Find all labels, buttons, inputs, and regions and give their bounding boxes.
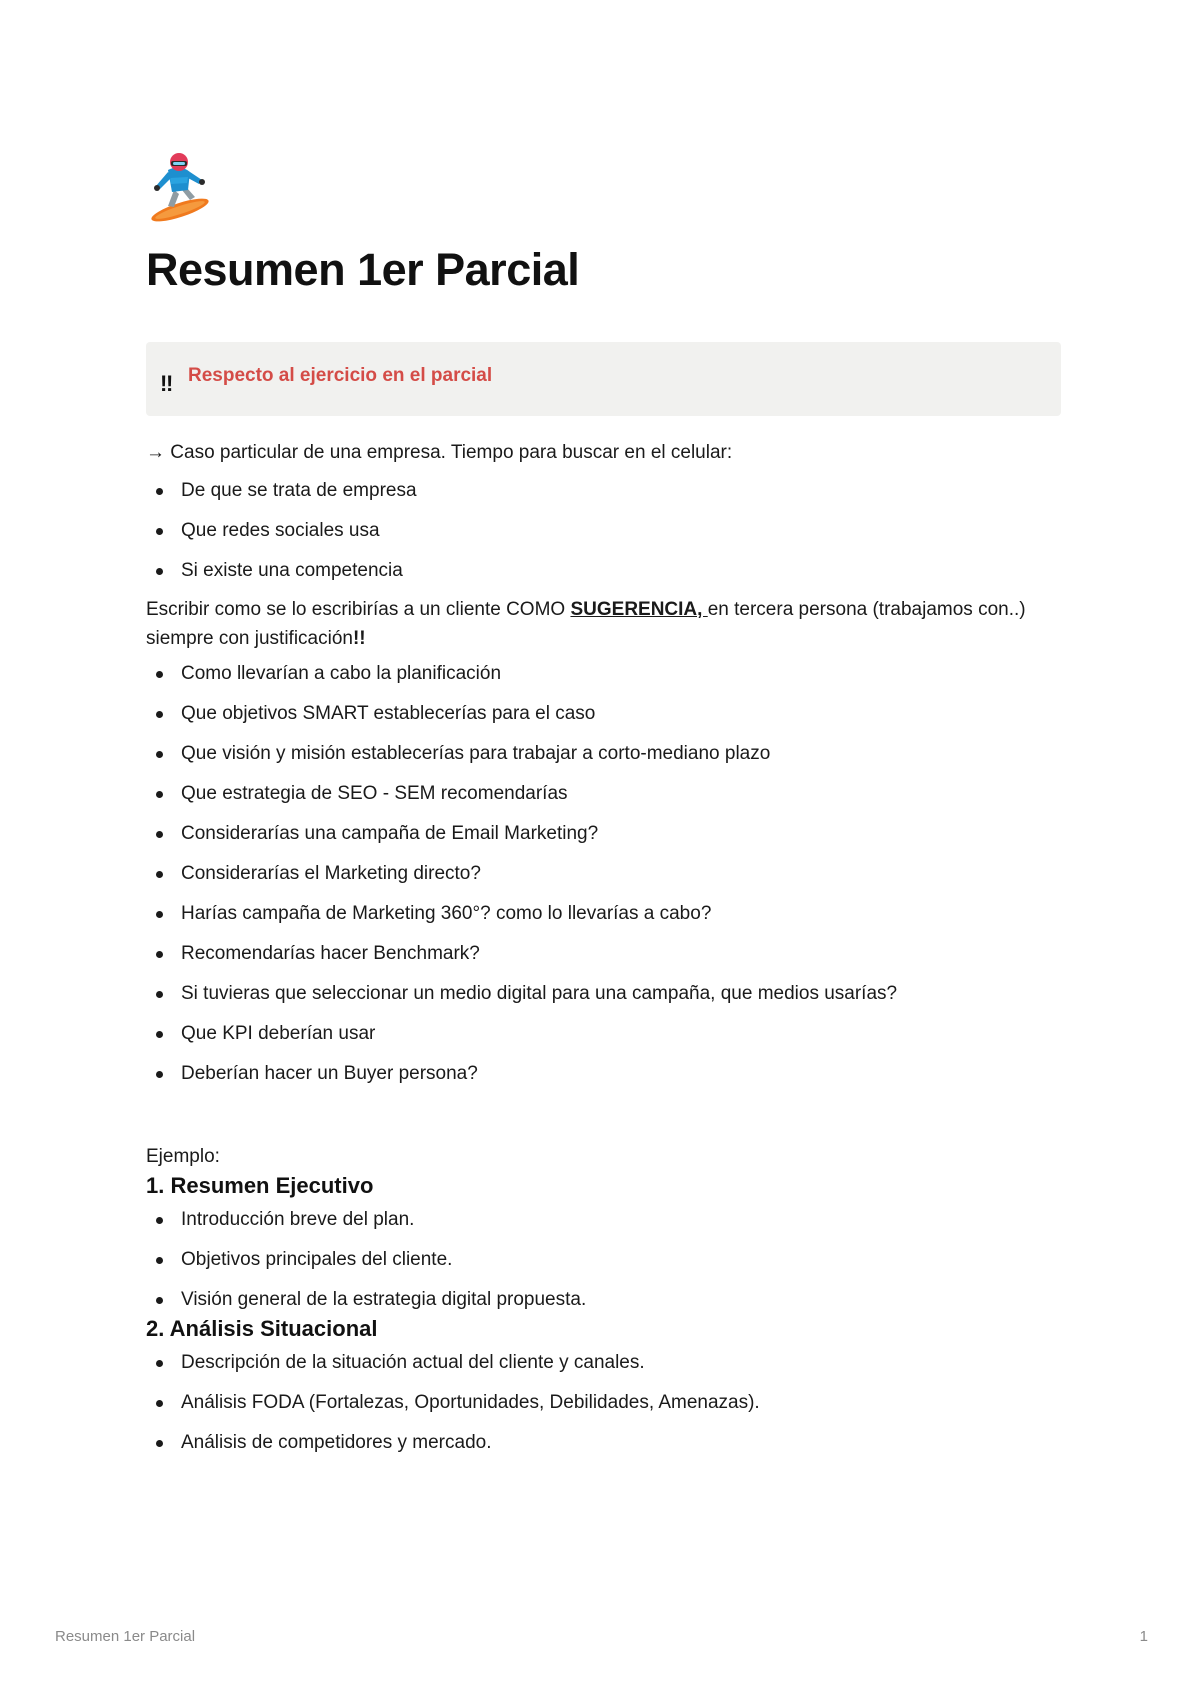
list-item: Que redes sociales usa — [146, 516, 1061, 545]
snowboarder-icon — [146, 150, 216, 228]
list-item: Harías campaña de Marketing 360°? como lo llevarías a cabo? — [146, 899, 1061, 928]
list-item: Que objetivos SMART establecerías para el caso — [146, 699, 1061, 728]
list-item: Análisis de competidores y mercado. — [146, 1428, 1061, 1457]
list-item: Que visión y misión establecerías para trabajar a corto-mediano plazo — [146, 739, 1061, 768]
callout-text: Respecto al ejercicio en el parcial — [188, 365, 493, 386]
list-item: Visión general de la estrategia digital propuesta. — [146, 1285, 1061, 1314]
section-heading-analisis-situacional: 2. Análisis Situacional — [146, 1316, 378, 1341]
list-item: Como llevarían a cabo la planificación — [146, 659, 1061, 688]
page-number: 1 — [1139, 1628, 1148, 1645]
list-item: Que estrategia de SEO - SEM recomendarías — [146, 779, 1061, 808]
list-item: Si tuvieras que seleccionar un medio digital para una campaña, que medios usarías? — [146, 979, 1061, 1008]
research-list — [146, 476, 1061, 585]
list-item: Objetivos principales del cliente. — [146, 1245, 1061, 1274]
list-item: Considerarías una campaña de Email Marketing? — [146, 819, 1061, 848]
instructions-paragraph — [146, 595, 1061, 653]
list-item: Considerarías el Marketing directo? — [146, 859, 1061, 888]
section1-list — [146, 1205, 1061, 1314]
instructions-text: Escribir como se lo escribirías a un cliente COMO — [146, 599, 571, 620]
double-exclamation-icon: ‼ — [160, 371, 174, 396]
exclamation-mark: !! — [352, 628, 366, 649]
list-item: Descripción de la situación actual del cliente y canales. — [146, 1348, 1061, 1377]
questions-list — [146, 659, 1061, 1088]
list-item: Que KPI deberían usar — [146, 1019, 1061, 1048]
intro-paragraph: → Caso particular de una empresa. Tiempo para buscar en el celular: — [146, 442, 733, 463]
suggestion-emphasis: SUGERENCIA, — [570, 599, 708, 620]
list-item: Análisis FODA (Fortalezas, Oportunidades, Debilidades, Amenazas). — [146, 1388, 1061, 1417]
footer-title: Resumen 1er Parcial — [55, 1628, 196, 1645]
list-item: De que se trata de empresa — [146, 476, 1061, 505]
list-item: Introducción breve del plan. — [146, 1205, 1061, 1234]
document-page — [146, 150, 1061, 1457]
list-item: Deberían hacer un Buyer persona? — [146, 1059, 1061, 1088]
section2-list — [146, 1348, 1061, 1457]
list-item: Recomendarías hacer Benchmark? — [146, 939, 1061, 968]
instructions-text-rest: en tercera persona (trabajamos con..) siempre con justificación — [146, 599, 1026, 649]
example-label: Ejemplo: — [146, 1146, 220, 1167]
callout-block — [146, 342, 1061, 416]
page-title: Resumen 1er Parcial — [146, 244, 580, 295]
section-heading-resumen-ejecutivo: 1. Resumen Ejecutivo — [146, 1173, 374, 1198]
list-item: Si existe una competencia — [146, 556, 1061, 585]
